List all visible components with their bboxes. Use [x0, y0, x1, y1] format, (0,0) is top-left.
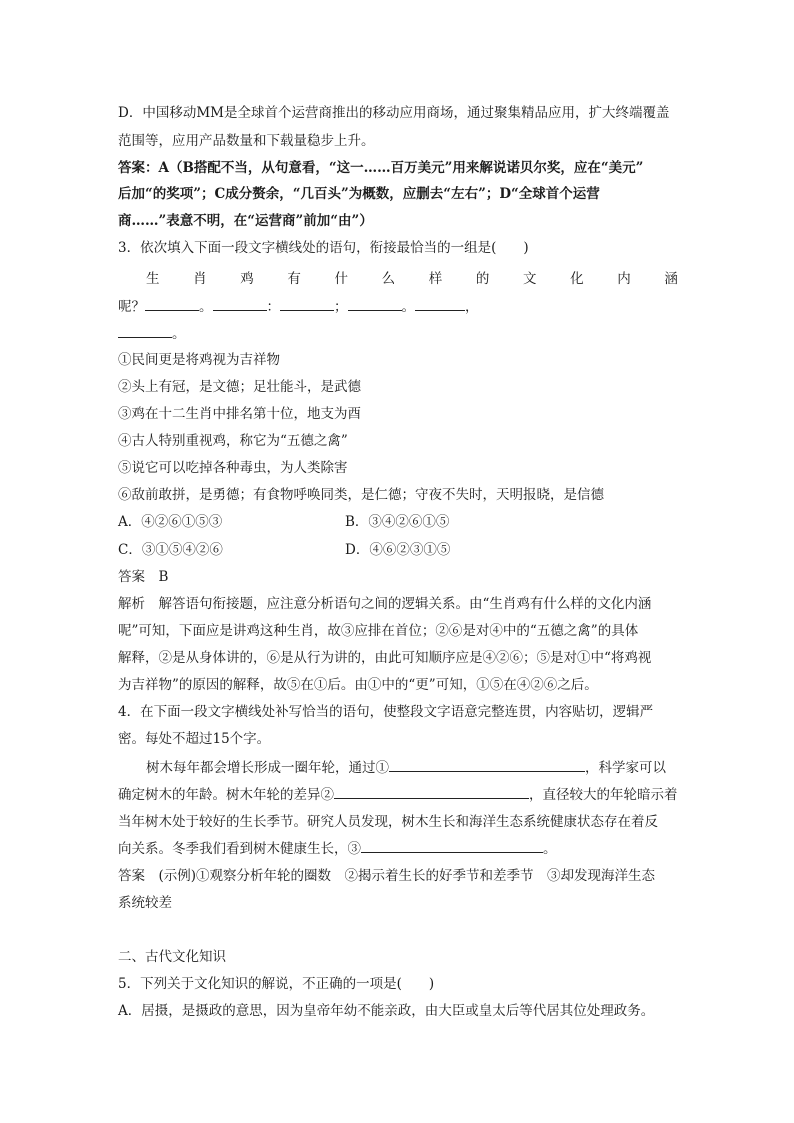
- q3-analysis-line1: 解析 解答语句衔接题，应注意分析语句之间的逻辑关系。由“生肖鸡有什么样的文化内涵: [118, 596, 652, 612]
- passage-char: 什: [334, 271, 348, 287]
- q4-passage-line2: 确定树木的年龄。树木年轮的差异② ，直径较大的年轮暗示着: [118, 787, 678, 803]
- section-heading: 二、古代文化知识: [118, 949, 226, 965]
- q3-analysis-line3: 解释，②是从身体讲的，⑥是从行为讲的，由此可知顺序应是④②⑥；⑤是对①中“将鸡视: [118, 650, 652, 666]
- q3-passage-line1: [146, 269, 678, 289]
- q2-answer-line2: 后加“的奖项”；C成分赘余，“几百头”为概数，应删去“左右”；D“全球首个运营: [118, 186, 600, 202]
- q3-answer: 答案 B: [118, 569, 169, 585]
- q3-item-2: ②头上有冠，是文德；足壮能斗，是武德: [118, 379, 361, 395]
- fill-blank: [213, 297, 267, 311]
- q4-stem-line2: 密。每处不超过15个字。: [118, 731, 271, 747]
- q3-analysis-line4: 为吉祥物”的原因的解释，故⑤在①后。由①中的“更”可知，①⑤在④②⑥之后。: [118, 677, 598, 693]
- fill-blank: [415, 297, 465, 311]
- fill-blank: [348, 297, 402, 311]
- q3-option-d: D．④⑥②③①⑤: [345, 542, 451, 558]
- q3-item-5: ⑤说它可以吃掉各种毒虫，为人类除害: [118, 460, 348, 476]
- passage-char: 样: [428, 271, 443, 287]
- q3-option-a: A．④②⑥①⑤③: [118, 514, 223, 530]
- q3-item-3: ③鸡在十二生肖中排名第十位，地支为酉: [118, 406, 361, 422]
- passage-char: 鸡: [240, 271, 254, 287]
- q4-passage-line4: 向关系。冬季我们看到树木健康生长，③ 。: [118, 841, 557, 857]
- q3-item-6: ⑥敌前敢拼，是勇德；有食物呼唤同类，是仁德；守夜不失时，天明报晓，是信德: [118, 487, 604, 503]
- q4-passage-line1: 树木每年都会增长形成一圈年轮，通过① ，科学家可以: [146, 760, 666, 776]
- passage-char: 么: [381, 271, 396, 287]
- q4-answer-line1: 答案 (示例)①观察分析年轮的圈数 ②揭示着生长的好季节和差季节 ③却发现海洋生态: [118, 868, 656, 884]
- q2-answer-line1: 答案：A（B搭配不当，从句意看，“这一……百万美元”用来解说诺贝尔奖，应在“美元”: [118, 160, 644, 176]
- fill-blank: [389, 758, 585, 772]
- fill-blank: [145, 297, 199, 311]
- q3-analysis-line2: 呢”可知，下面应是讲鸡这种生肖，故③应排在首位；②⑥是对④中的“五德之禽”的具体: [118, 623, 639, 639]
- passage-char: 化: [570, 271, 584, 287]
- q2-answer-line3: 商……”表意不明，在“运营商”前加“由”）: [118, 213, 373, 229]
- fill-blank: [361, 839, 543, 853]
- q3-item-4: ④古人特别重视鸡，称它为“五德之禽”: [118, 433, 348, 449]
- passage-char: 文: [523, 271, 537, 287]
- q4-passage-line3: 当年树木处于较好的生长季节。研究人员发现，树木生长和海洋生态系统健康状态存在着反: [118, 814, 658, 830]
- q3-stem: 3．依次填入下面一段文字横线处的语句，衔接最恰当的一组是( ): [118, 240, 529, 256]
- q4-answer-line2: 系统较差: [118, 895, 172, 911]
- passage-char: 有: [287, 271, 301, 287]
- q3-option-b: B．③④②⑥①⑤: [345, 514, 450, 530]
- passage-char: 的: [475, 271, 490, 287]
- passage-char: 肖: [193, 271, 207, 287]
- q4-stem-line1: 4．在下面一段文字横线处补写恰当的语句，使整段文字语意完整连贯，内容贴切，逻辑严: [118, 704, 654, 720]
- q2-option-d-line2: 范围等，应用产品数量和下载量稳步上升。: [118, 133, 375, 149]
- q3-option-c: C．③①⑤④②⑥: [118, 542, 223, 558]
- q3-passage-line2: 呢？ 。 ： ； 。 ，: [118, 299, 479, 315]
- passage-char: 生: [146, 271, 160, 287]
- fill-blank: [334, 785, 529, 799]
- passage-char: 内: [617, 271, 631, 287]
- fill-blank: [118, 324, 172, 338]
- q3-passage-line3: 。: [118, 324, 678, 344]
- q5-option-a: A．居摄，是摄政的意思，因为皇帝年幼不能亲政，由大臣或皇太后等代居其位处理政务。: [118, 1003, 655, 1019]
- q5-stem: 5．下列关于文化知识的解说，不正确的一项是( ): [118, 976, 435, 992]
- q2-option-d-line1: D．中国移动MM是全球首个运营商推出的移动应用商场，通过聚集精品应用，扩大终端覆盖: [118, 105, 670, 121]
- q3-item-1: ①民间更是将鸡视为吉祥物: [118, 352, 280, 368]
- passage-char: 涵: [664, 271, 678, 287]
- fill-blank: [280, 297, 334, 311]
